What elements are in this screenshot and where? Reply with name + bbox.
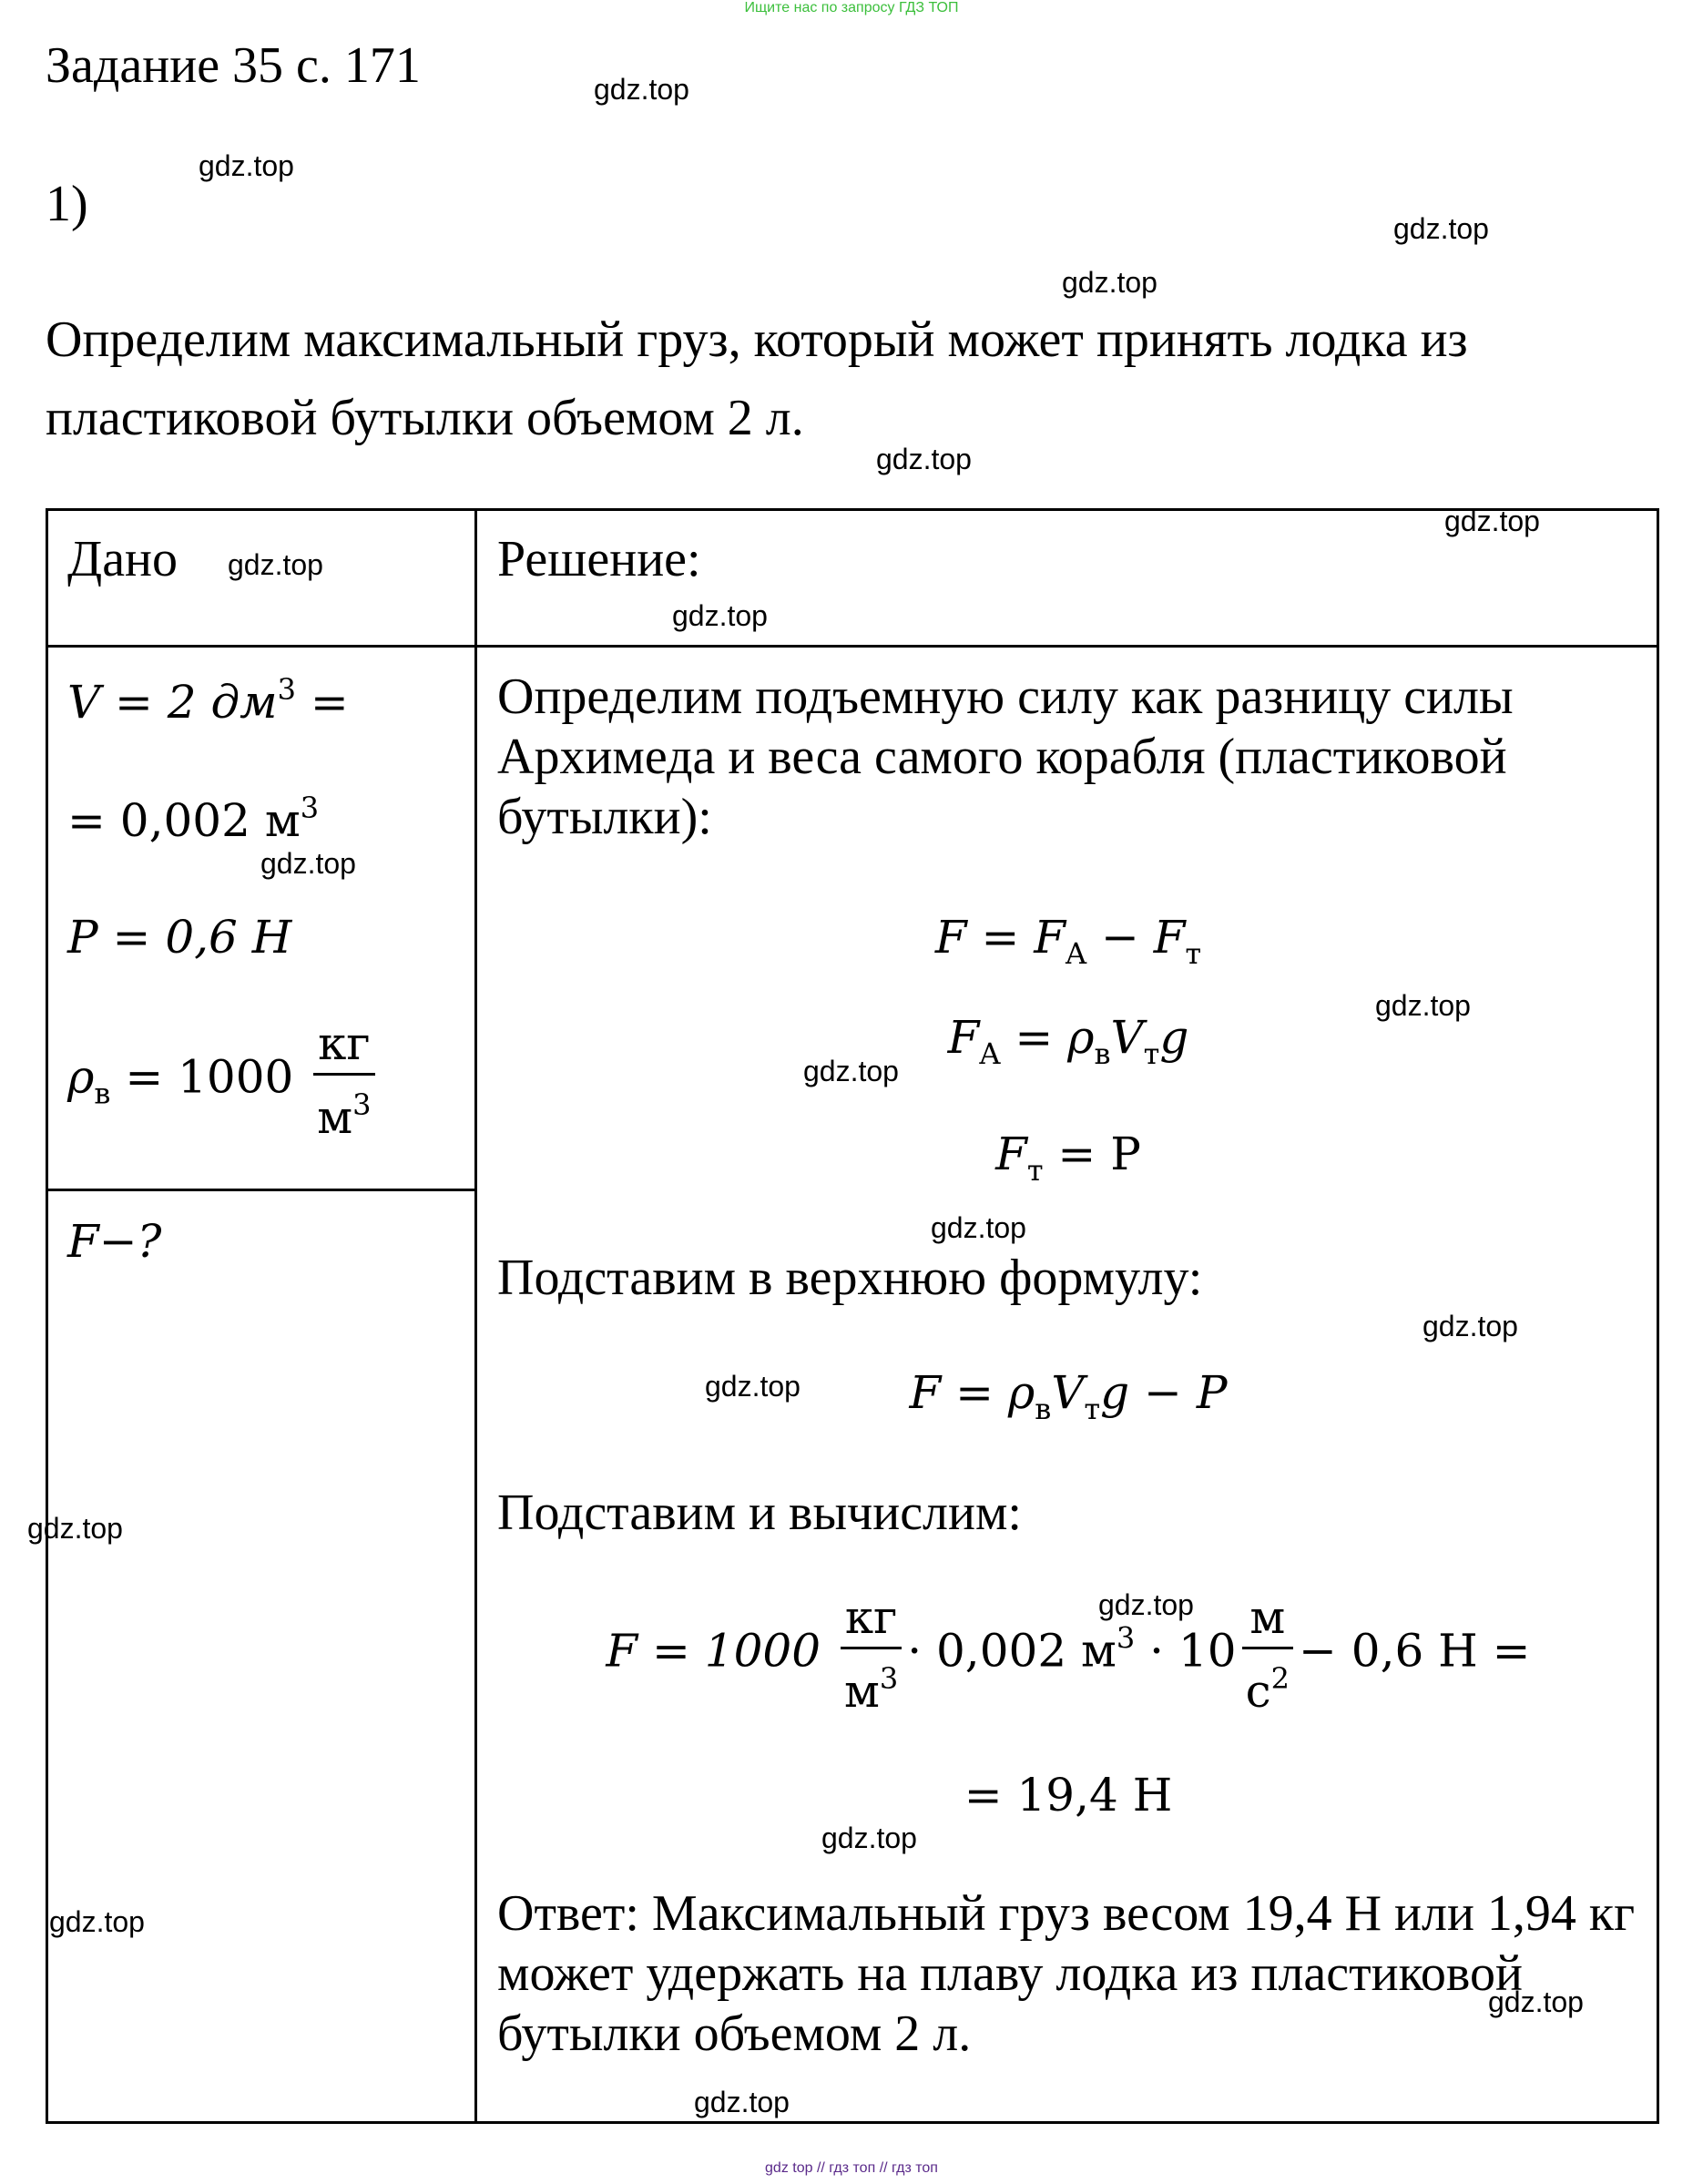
calc-fraction-density: $\frac{кг}{м^3}$ (841, 1592, 902, 1717)
formula-archimedes-force: $F_A = \rho_вV_тg$ (947, 1011, 1189, 1071)
watermark: gdz.top (1375, 989, 1471, 1022)
given-header: Дано (67, 531, 178, 587)
solution-paragraph-1: Определим подъемную силу как разницу силы Архимеда и веса самого корабля (пластиковой бутылки): (497, 668, 1514, 845)
watermark: gdz.top (1444, 505, 1540, 537)
watermark: gdz.top (1393, 212, 1489, 245)
watermark: gdz.top (1098, 1588, 1194, 1621)
task-title: Задание 35 с. 171 (46, 37, 421, 94)
part-number: 1) (46, 176, 88, 232)
watermark: gdz.top (1488, 1985, 1584, 2018)
watermark: gdz.top (672, 599, 768, 632)
formula-gravity-force: $F_т = P$ (995, 1128, 1141, 1188)
column-divider (474, 508, 477, 2124)
given-density: $\rho_в = 1000$ $\frac{кг}{м^3}$ (67, 1018, 381, 1143)
watermark: gdz.top (594, 73, 689, 106)
formula-calculation: F = 1000 $\frac{кг}{м^3}$ · 0,002 $м^3 \cdot 10$ $\frac{м}{с^2}$ − 0,6 H = (606, 1591, 1531, 1718)
top-banner: Ищите нас по запросу ГДЗ ТОП (744, 0, 959, 15)
watermark: gdz.top (821, 1822, 917, 1854)
given-find-divider (46, 1189, 477, 1191)
watermark: gdz.top (1062, 266, 1157, 299)
watermark: gdz.top (803, 1055, 899, 1087)
watermark: gdz.top (228, 548, 323, 581)
watermark: gdz.top (260, 847, 356, 880)
watermark: gdz.top (876, 443, 972, 475)
given-volume-line2: = 0,002 $м^3$ (67, 791, 320, 847)
watermark: gdz.top (694, 2086, 790, 2118)
watermark: gdz.top (49, 1905, 145, 1938)
answer-text: Ответ: Максимальный груз весом 19,4 H или 1,94 кг может удержать на плаву лодка из пластиковой бутылки объемом 2 л. (497, 1885, 1636, 2062)
solution-paragraph-2: Подставим в верхнюю формулу: (497, 1250, 1203, 1306)
formula-substituted: $F = \rho_вV_тg - P$ (909, 1366, 1228, 1426)
watermark: gdz.top (27, 1512, 123, 1545)
watermark: gdz.top (705, 1370, 801, 1403)
bottom-banner: gdz top // гдз топ // гдз топ (765, 2160, 938, 2176)
formula-lift-force: $F = F_A - F_т$ (934, 911, 1202, 971)
density-unit-fraction: $\frac{кг}{м^3}$ (313, 1018, 374, 1143)
given-volume-line1: V = 2 $дм^3$ = (67, 672, 349, 729)
find-value: F−? (67, 1215, 162, 1268)
watermark: gdz.top (199, 149, 294, 182)
watermark: gdz.top (931, 1211, 1026, 1244)
intro-text: Определим максимальный груз, который может принять лодка из пластиковой бутылки объемом 2 л. (46, 311, 1468, 446)
formula-result: = 19,4 H (964, 1769, 1173, 1822)
given-weight: P = 0,6 H (67, 911, 292, 964)
solution-header: Решение: (497, 531, 701, 587)
solution-paragraph-3: Подставим и вычислим: (497, 1485, 1022, 1541)
calc-fraction-acceleration: $\frac{м}{с^2}$ (1242, 1592, 1293, 1717)
header-divider (46, 645, 1659, 648)
watermark: gdz.top (1423, 1310, 1518, 1342)
